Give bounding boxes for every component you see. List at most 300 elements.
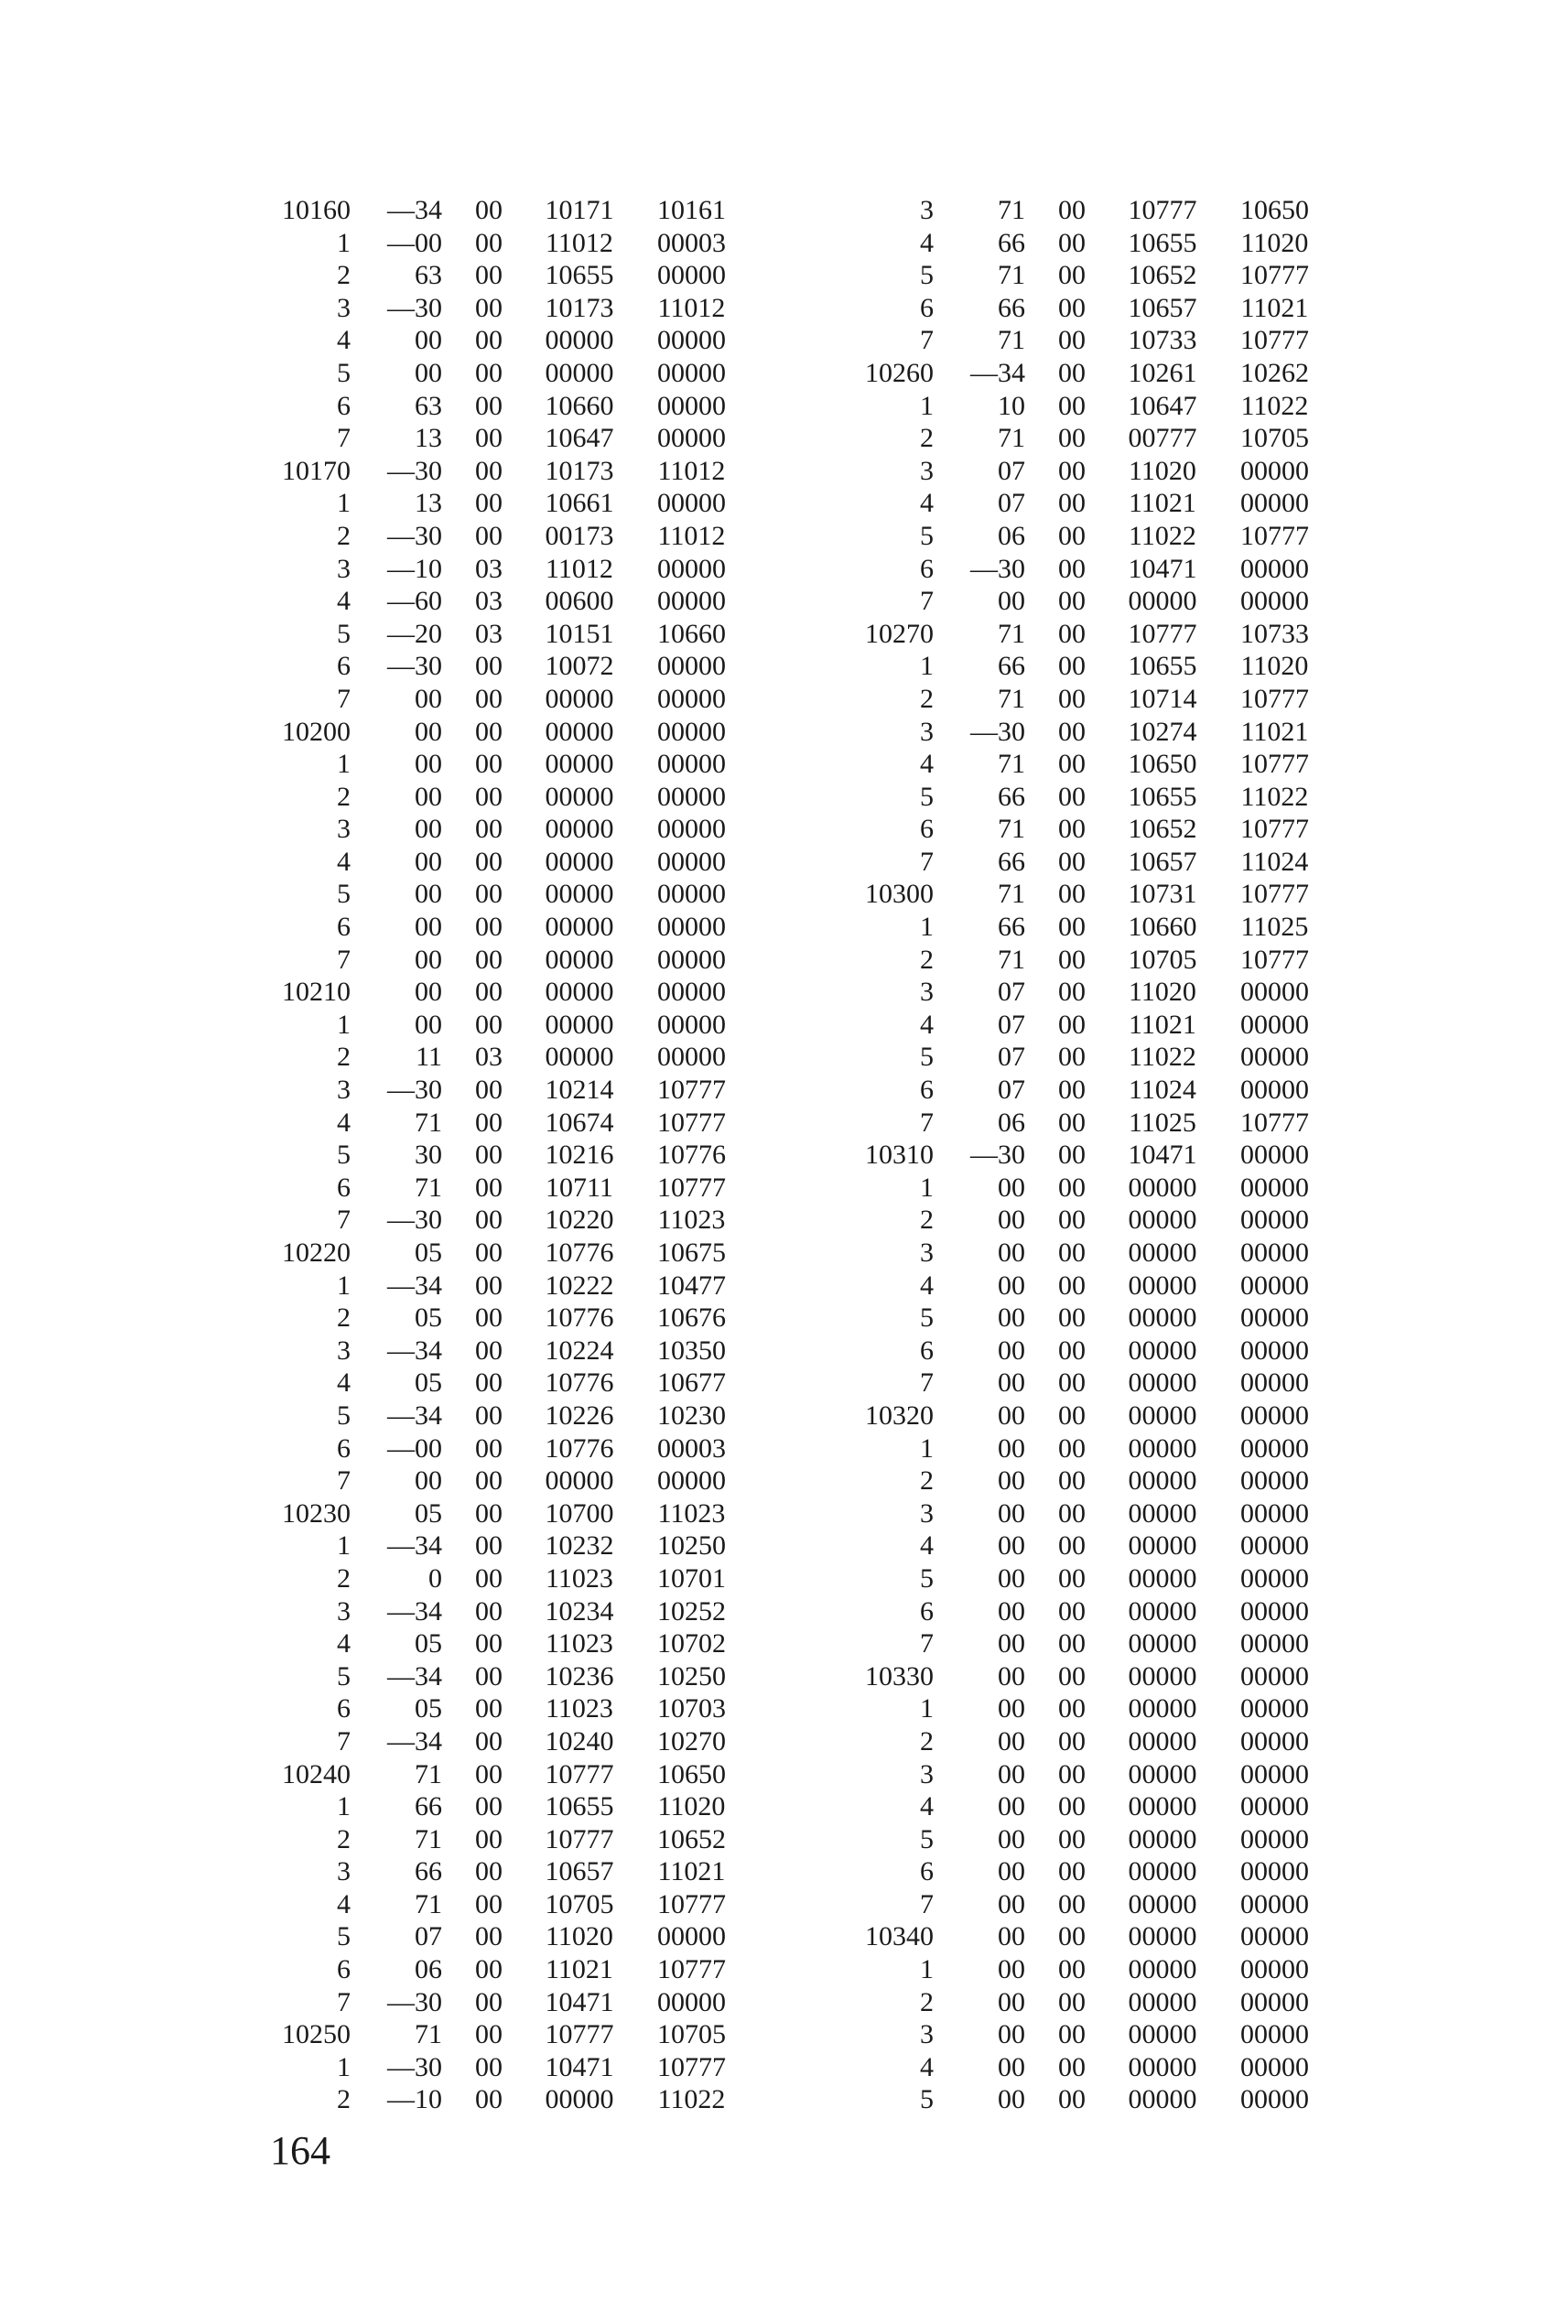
modifier-cell: 00 [1058, 1954, 1086, 1985]
operand-1-cell: 00000 [545, 846, 614, 877]
address-cell: 10200 [282, 716, 351, 747]
address-cell: 1 [920, 1172, 934, 1203]
opcode-cell: 00 [415, 683, 442, 714]
listing-row [828, 2083, 1332, 2116]
address-cell: 6 [920, 1075, 934, 1106]
listing-row [828, 1074, 1332, 1107]
opcode-cell: 71 [998, 879, 1025, 910]
address-cell: 6 [337, 1693, 351, 1724]
listing-row [245, 2083, 749, 2116]
operand-1-cell: 00000 [545, 2084, 614, 2115]
operand-2-cell: 00000 [1240, 1693, 1309, 1724]
address-cell: 3 [920, 2019, 934, 2050]
address-cell: 4 [920, 749, 934, 780]
operand-1-cell: 00000 [1128, 1888, 1197, 1919]
address-cell: 10270 [865, 618, 934, 649]
operand-2-cell: 00000 [657, 814, 726, 845]
address-cell: 10330 [865, 1660, 934, 1692]
opcode-cell: —10 [387, 553, 442, 584]
page-number: 164 [270, 2128, 330, 2173]
operand-1-cell: 10234 [545, 1595, 614, 1627]
operand-2-cell: 10703 [657, 1693, 726, 1724]
operand-2-cell: 11023 [657, 1205, 726, 1236]
operand-1-cell: 10655 [1128, 227, 1197, 258]
listing-row [828, 324, 1332, 357]
modifier-cell: 00 [1058, 1107, 1086, 1138]
operand-2-cell: 11021 [1240, 292, 1309, 323]
opcode-cell: 06 [998, 1107, 1025, 1138]
listing-row [245, 1595, 749, 1628]
operand-2-cell: 00000 [657, 683, 726, 714]
address-cell: 3 [337, 1075, 351, 1106]
modifier-cell: 00 [475, 390, 503, 421]
opcode-cell: 66 [998, 227, 1025, 258]
operand-1-cell: 00000 [1128, 1303, 1197, 1334]
operand-2-cell: 00000 [657, 1009, 726, 1040]
operand-2-cell: 00000 [657, 879, 726, 910]
modifier-cell: 00 [1058, 651, 1086, 682]
operand-1-cell: 10700 [545, 1497, 614, 1529]
operand-1-cell: 10705 [545, 1888, 614, 1919]
opcode-cell: 71 [998, 618, 1025, 649]
operand-2-cell: 00000 [1240, 1075, 1309, 1106]
listing-row [245, 324, 749, 357]
modifier-cell: 00 [1058, 260, 1086, 291]
address-cell: 2 [920, 423, 934, 454]
operand-2-cell: 11022 [657, 2084, 726, 2115]
address-cell: 6 [920, 292, 934, 323]
listing-row [828, 292, 1332, 325]
modifier-cell: 00 [475, 1725, 503, 1757]
operand-1-cell: 10222 [545, 1270, 614, 1301]
modifier-cell: 00 [1058, 683, 1086, 714]
listing-row [828, 911, 1332, 944]
operand-1-cell: 00000 [1128, 1465, 1197, 1497]
operand-1-cell: 00173 [545, 520, 614, 551]
operand-2-cell: 00000 [1240, 1758, 1309, 1789]
opcode-cell: 00 [415, 1465, 442, 1497]
listing-row [245, 716, 749, 749]
operand-1-cell: 10471 [1128, 1140, 1197, 1171]
operand-1-cell: 10776 [545, 1238, 614, 1268]
modifier-cell: 00 [475, 1758, 503, 1789]
opcode-cell: —30 [387, 651, 442, 682]
address-cell: 4 [337, 586, 351, 617]
opcode-cell: 63 [415, 260, 442, 291]
operand-2-cell: 10777 [1240, 520, 1309, 551]
listing-row [828, 1041, 1332, 1074]
operand-1-cell: 00000 [1128, 1432, 1197, 1464]
modifier-cell: 00 [1058, 1009, 1086, 1040]
modifier-cell: 00 [1058, 1172, 1086, 1203]
opcode-cell: —30 [387, 1075, 442, 1106]
address-cell: 10300 [865, 879, 934, 910]
operand-1-cell: 00777 [1128, 423, 1197, 454]
operand-1-cell: 10657 [1128, 846, 1197, 877]
operand-2-cell: 00000 [1240, 1367, 1309, 1399]
operand-2-cell: 00000 [1240, 1303, 1309, 1334]
modifier-cell: 00 [1058, 520, 1086, 551]
listing-row [828, 781, 1332, 814]
operand-2-cell: 00000 [1240, 1888, 1309, 1919]
opcode-cell: 00 [998, 1205, 1025, 1236]
operand-1-cell: 00600 [545, 586, 614, 617]
opcode-cell: 00 [415, 781, 442, 812]
operand-2-cell: 00000 [657, 1465, 726, 1497]
listing-row [245, 618, 749, 651]
operand-2-cell: 00000 [657, 260, 726, 291]
address-cell: 10160 [282, 195, 351, 225]
modifier-cell: 00 [475, 1205, 503, 1236]
modifier-cell: 00 [1058, 1465, 1086, 1497]
opcode-cell: 71 [415, 1823, 442, 1854]
address-cell: 5 [920, 1562, 934, 1594]
listing-row [828, 1400, 1332, 1432]
operand-1-cell: 10776 [545, 1303, 614, 1334]
operand-2-cell: 11012 [657, 455, 726, 486]
operand-2-cell: 00000 [1240, 1628, 1309, 1659]
listing-row [828, 194, 1332, 227]
address-cell: 5 [337, 1400, 351, 1431]
operand-2-cell: 11020 [657, 1791, 726, 1822]
listing-row [245, 1953, 749, 1986]
listing-row [828, 618, 1332, 651]
operand-2-cell: 11020 [1240, 651, 1309, 682]
address-cell: 5 [337, 357, 351, 388]
operand-1-cell: 00000 [1128, 1595, 1197, 1627]
listing-row [245, 1725, 749, 1758]
modifier-cell: 00 [1058, 488, 1086, 519]
modifier-cell: 00 [1058, 455, 1086, 486]
operand-1-cell: 10220 [545, 1205, 614, 1236]
modifier-cell: 00 [475, 944, 503, 975]
operand-1-cell: 00000 [1128, 1628, 1197, 1659]
opcode-cell: —30 [970, 716, 1025, 747]
listing-row [828, 227, 1332, 260]
listing-column-left [245, 194, 749, 2116]
opcode-cell: —30 [387, 1986, 442, 2017]
opcode-cell: 00 [415, 357, 442, 388]
opcode-cell: 00 [998, 1465, 1025, 1497]
opcode-cell: —34 [387, 1725, 442, 1757]
modifier-cell: 00 [475, 912, 503, 943]
listing-row [245, 357, 749, 390]
address-cell: 6 [337, 1432, 351, 1464]
operand-2-cell: 10777 [657, 1107, 726, 1138]
address-cell: 5 [337, 879, 351, 910]
address-cell: 1 [337, 1009, 351, 1040]
operand-2-cell: 11022 [1240, 390, 1309, 421]
address-cell: 2 [337, 1042, 351, 1073]
operand-1-cell: 11023 [546, 1628, 613, 1659]
operand-2-cell: 00000 [657, 651, 726, 682]
listing-row [245, 1530, 749, 1562]
address-cell: 7 [337, 423, 351, 454]
operand-2-cell: 10777 [1240, 879, 1309, 910]
address-cell: 7 [920, 1628, 934, 1659]
listing-row [828, 1204, 1332, 1237]
modifier-cell: 03 [475, 1042, 503, 1073]
listing-row [245, 683, 749, 716]
operand-2-cell: 00000 [657, 781, 726, 812]
operand-1-cell: 10657 [1128, 292, 1197, 323]
modifier-cell: 00 [1058, 1497, 1086, 1529]
opcode-cell: 00 [998, 2051, 1025, 2082]
modifier-cell: 00 [475, 488, 503, 519]
operand-1-cell: 00000 [1128, 1172, 1197, 1203]
opcode-cell: 00 [998, 1791, 1025, 1822]
opcode-cell: —34 [970, 357, 1025, 388]
opcode-cell: 00 [998, 2019, 1025, 2050]
listing-row [245, 1855, 749, 1888]
operand-2-cell: 00000 [657, 846, 726, 877]
operand-2-cell: 10676 [657, 1303, 726, 1334]
opcode-cell: 71 [998, 683, 1025, 714]
operand-2-cell: 00000 [657, 423, 726, 454]
modifier-cell: 00 [475, 2019, 503, 2050]
listing-row [245, 487, 749, 520]
listing-row [245, 1497, 749, 1530]
address-cell: 2 [920, 944, 934, 975]
operand-2-cell: 10230 [657, 1400, 726, 1431]
opcode-cell: 00 [415, 814, 442, 845]
modifier-cell: 00 [475, 1595, 503, 1627]
operand-1-cell: 00000 [545, 814, 614, 845]
listing-row [245, 390, 749, 423]
operand-2-cell: 00000 [1240, 1465, 1309, 1497]
address-cell: 4 [337, 1628, 351, 1659]
address-cell: 1 [920, 1693, 934, 1724]
opcode-cell: 00 [998, 1921, 1025, 1952]
modifier-cell: 00 [475, 1921, 503, 1952]
opcode-cell: —34 [387, 1660, 442, 1692]
address-cell: 5 [920, 1823, 934, 1854]
address-cell: 7 [337, 944, 351, 975]
opcode-cell: 66 [998, 846, 1025, 877]
opcode-cell: 00 [998, 1725, 1025, 1757]
address-cell: 1 [337, 2051, 351, 2082]
address-cell: 5 [337, 618, 351, 649]
listing-row [245, 1562, 749, 1595]
address-cell: 10240 [282, 1758, 351, 1789]
address-cell: 10320 [865, 1400, 934, 1431]
listing-row [828, 2051, 1332, 2084]
opcode-cell: 71 [998, 814, 1025, 845]
listing-row [245, 520, 749, 553]
operand-2-cell: 00000 [657, 944, 726, 975]
address-cell: 2 [337, 520, 351, 551]
modifier-cell: 00 [475, 195, 503, 225]
operand-2-cell: 00000 [657, 488, 726, 519]
address-cell: 2 [920, 1725, 934, 1757]
opcode-cell: 71 [998, 260, 1025, 291]
operand-1-cell: 10655 [1128, 781, 1197, 812]
operand-2-cell: 00000 [1240, 1660, 1309, 1692]
listing-row [828, 422, 1332, 455]
listing-row [245, 1172, 749, 1205]
operand-1-cell: 10777 [545, 1758, 614, 1789]
operand-1-cell: 10151 [545, 618, 614, 649]
address-cell: 1 [920, 651, 934, 682]
listing-row [828, 1855, 1332, 1888]
modifier-cell: 00 [1058, 977, 1086, 1008]
address-cell: 1 [920, 390, 934, 421]
address-cell: 1 [920, 912, 934, 943]
operand-1-cell: 11022 [1129, 520, 1196, 551]
opcode-cell: 00 [998, 1823, 1025, 1854]
modifier-cell: 00 [1058, 325, 1086, 356]
operand-2-cell: 10350 [657, 1335, 726, 1366]
listing-row [245, 1758, 749, 1791]
opcode-cell: 71 [415, 1172, 442, 1203]
modifier-cell: 00 [1058, 1791, 1086, 1822]
operand-2-cell: 00000 [1240, 553, 1309, 584]
address-cell: 10310 [865, 1140, 934, 1171]
address-cell: 6 [920, 553, 934, 584]
address-cell: 4 [920, 1530, 934, 1562]
listing-column-right [828, 194, 1332, 2116]
address-cell: 1 [337, 227, 351, 258]
opcode-cell: 00 [415, 846, 442, 877]
address-cell: 7 [337, 1465, 351, 1497]
operand-1-cell: 10777 [545, 1823, 614, 1854]
opcode-cell: 71 [415, 1888, 442, 1919]
opcode-cell: 00 [998, 1303, 1025, 1334]
operand-1-cell: 00000 [545, 683, 614, 714]
operand-2-cell: 00000 [1240, 1595, 1309, 1627]
operand-2-cell: 10777 [657, 1954, 726, 1985]
opcode-cell: —00 [387, 227, 442, 258]
operand-2-cell: 00000 [1240, 1238, 1309, 1268]
operand-2-cell: 11020 [1240, 227, 1309, 258]
operand-2-cell: 00000 [1240, 488, 1309, 519]
listing-row [245, 976, 749, 1009]
listing-row [828, 259, 1332, 292]
address-cell: 1 [337, 1270, 351, 1301]
operand-1-cell: 11025 [1129, 1107, 1196, 1138]
address-cell: 7 [920, 1367, 934, 1399]
listing-row [828, 846, 1332, 879]
listing-row [245, 1302, 749, 1335]
address-cell: 6 [920, 1335, 934, 1366]
modifier-cell: 00 [1058, 1075, 1086, 1106]
modifier-cell: 00 [475, 879, 503, 910]
listing-row [828, 520, 1332, 553]
modifier-cell: 00 [1058, 1238, 1086, 1268]
operand-2-cell: 10660 [657, 618, 726, 649]
listing-row [828, 976, 1332, 1009]
modifier-cell: 00 [475, 325, 503, 356]
modifier-cell: 03 [475, 586, 503, 617]
operand-2-cell: 11025 [1240, 912, 1309, 943]
operand-2-cell: 10677 [657, 1367, 726, 1399]
operand-2-cell: 00000 [1240, 2084, 1309, 2115]
operand-1-cell: 00000 [1128, 1758, 1197, 1789]
operand-2-cell: 10733 [1240, 618, 1309, 649]
listing-row [245, 781, 749, 814]
opcode-cell: 00 [998, 586, 1025, 617]
operand-2-cell: 10705 [657, 2019, 726, 2050]
listing-row [828, 1335, 1332, 1367]
modifier-cell: 00 [1058, 1367, 1086, 1399]
listing-row [828, 1530, 1332, 1562]
modifier-cell: 00 [1058, 1758, 1086, 1789]
listing-row [245, 911, 749, 944]
operand-1-cell: 10660 [1128, 912, 1197, 943]
listing-row [245, 1790, 749, 1823]
listing-row [245, 2018, 749, 2051]
opcode-cell: 07 [998, 455, 1025, 486]
modifier-cell: 00 [475, 1823, 503, 1854]
modifier-cell: 00 [475, 1400, 503, 1431]
address-cell: 4 [920, 1791, 934, 1822]
modifier-cell: 00 [475, 423, 503, 454]
modifier-cell: 00 [475, 1172, 503, 1203]
operand-1-cell: 11021 [1129, 488, 1196, 519]
operand-2-cell: 00000 [657, 325, 726, 356]
operand-2-cell: 10250 [657, 1530, 726, 1562]
address-cell: 4 [337, 1107, 351, 1138]
listing-row [245, 259, 749, 292]
listing-row [245, 1888, 749, 1921]
modifier-cell: 00 [475, 1856, 503, 1887]
address-cell: 1 [337, 1530, 351, 1562]
modifier-cell: 00 [1058, 1530, 1086, 1562]
operand-2-cell: 00000 [1240, 1497, 1309, 1529]
operand-2-cell: 00000 [1240, 1270, 1309, 1301]
listing-row [828, 1107, 1332, 1140]
operand-2-cell: 00000 [1240, 1205, 1309, 1236]
operand-1-cell: 10655 [545, 1791, 614, 1822]
operand-2-cell: 10270 [657, 1725, 726, 1757]
address-cell: 5 [337, 1140, 351, 1171]
operand-1-cell: 00000 [1128, 1921, 1197, 1952]
modifier-cell: 00 [475, 1465, 503, 1497]
modifier-cell: 00 [1058, 814, 1086, 845]
modifier-cell: 00 [1058, 390, 1086, 421]
address-cell: 3 [920, 1238, 934, 1268]
modifier-cell: 00 [475, 1107, 503, 1138]
address-cell: 7 [337, 1725, 351, 1757]
operand-2-cell: 10777 [657, 1075, 726, 1106]
listing-row [245, 1367, 749, 1400]
operand-1-cell: 10236 [545, 1660, 614, 1692]
modifier-cell: 00 [475, 846, 503, 877]
modifier-cell: 00 [1058, 1400, 1086, 1431]
listing-row [245, 1432, 749, 1465]
listing-row [245, 227, 749, 260]
opcode-cell: 71 [998, 195, 1025, 225]
operand-1-cell: 10661 [545, 488, 614, 519]
address-cell: 3 [337, 553, 351, 584]
modifier-cell: 00 [1058, 1303, 1086, 1334]
address-cell: 3 [337, 1335, 351, 1366]
operand-1-cell: 10705 [1128, 944, 1197, 975]
operand-1-cell: 11024 [1129, 1075, 1196, 1106]
operand-2-cell: 00000 [657, 1986, 726, 2017]
address-cell: 1 [337, 749, 351, 780]
modifier-cell: 00 [1058, 1562, 1086, 1594]
opcode-cell: 07 [998, 488, 1025, 519]
modifier-cell: 00 [475, 1432, 503, 1464]
listing-row [828, 357, 1332, 390]
address-cell: 2 [337, 260, 351, 291]
operand-1-cell: 00000 [1128, 1205, 1197, 1236]
modifier-cell: 00 [475, 1791, 503, 1822]
operand-1-cell: 00000 [1128, 586, 1197, 617]
address-cell: 3 [920, 1758, 934, 1789]
operand-1-cell: 10261 [1128, 357, 1197, 388]
